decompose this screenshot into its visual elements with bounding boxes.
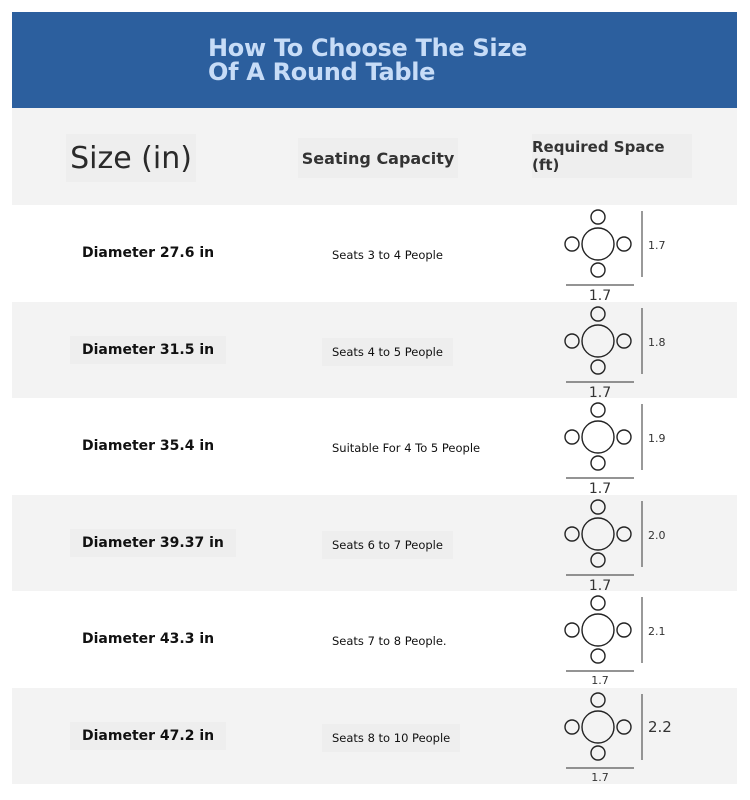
table-circle — [582, 711, 614, 743]
page-title — [208, 36, 608, 84]
size-cell: Diameter 31.5 in — [70, 336, 226, 364]
round-table-with-chairs-icon — [560, 688, 690, 784]
table-circle — [582, 614, 614, 646]
table-row — [12, 495, 737, 592]
width-label: 1.7 — [588, 288, 612, 301]
chair-top — [591, 210, 605, 224]
depth-label: 1.8 — [648, 335, 666, 349]
depth-label: 2.1 — [648, 625, 666, 638]
depth-label: 1.9 — [648, 432, 666, 445]
chair-bottom — [591, 263, 605, 277]
seating-cell: Seats 7 to 8 People. — [332, 634, 447, 648]
chair-left — [565, 430, 579, 444]
chair-bottom — [591, 649, 605, 663]
size-cell: Diameter 43.3 in — [82, 631, 215, 647]
table-row — [12, 688, 737, 785]
table-row — [12, 205, 737, 302]
chair-left — [565, 720, 579, 734]
chair-top — [591, 307, 605, 321]
chair-right — [617, 720, 631, 734]
infographic — [12, 12, 737, 784]
seating-cell: Suitable For 4 To 5 People — [332, 441, 481, 455]
chair-right — [617, 237, 631, 251]
table-row — [12, 398, 737, 495]
depth-label: 2.2 — [648, 717, 672, 736]
seating-cell: Seats 6 to 7 People — [322, 531, 453, 559]
round-table-with-chairs-icon — [560, 205, 690, 301]
chair-top — [591, 596, 605, 610]
column-header-seating: Seating Capacity — [298, 138, 458, 178]
column-header-space: Required Space (ft) — [532, 134, 692, 178]
table-row — [12, 302, 737, 399]
depth-label: 1.7 — [648, 239, 666, 252]
size-cell: Diameter 47.2 in — [70, 722, 226, 750]
table-circle — [582, 228, 614, 260]
table-header — [12, 108, 737, 205]
chair-left — [565, 527, 579, 541]
title-line-1: How To Choose The Size — [208, 34, 527, 62]
chair-left — [565, 237, 579, 251]
table-circle — [582, 421, 614, 453]
chair-bottom — [591, 456, 605, 470]
depth-label: 2.0 — [648, 528, 666, 542]
seating-cell: Seats 8 to 10 People — [322, 724, 460, 752]
size-cell: Diameter 35.4 in — [82, 438, 215, 454]
title-banner — [12, 12, 737, 108]
chair-right — [617, 334, 631, 348]
chair-right — [617, 430, 631, 444]
table-circle — [582, 518, 614, 550]
table-body — [12, 205, 737, 784]
round-table-with-chairs-icon — [560, 591, 690, 687]
round-table-with-chairs-icon — [560, 495, 690, 591]
chair-top — [591, 403, 605, 417]
chair-left — [565, 623, 579, 637]
title-line-2: Of A Round Table — [208, 58, 436, 86]
width-label: 1.7 — [588, 481, 612, 494]
size-cell: Diameter 39.37 in — [70, 529, 236, 557]
chair-bottom — [591, 360, 605, 374]
chair-right — [617, 527, 631, 541]
width-label: 1.7 — [588, 384, 612, 398]
chair-top — [591, 500, 605, 514]
chair-bottom — [591, 553, 605, 567]
size-cell: Diameter 27.6 in — [82, 245, 215, 261]
chair-left — [565, 334, 579, 348]
table-row — [12, 591, 737, 688]
width-label: 1.7 — [591, 674, 609, 687]
width-label: 1.7 — [588, 577, 612, 591]
table-circle — [582, 325, 614, 357]
round-table-with-chairs-icon — [560, 302, 690, 398]
round-table-with-chairs-icon — [560, 398, 690, 494]
chair-bottom — [591, 746, 605, 760]
width-label: 1.7 — [591, 770, 609, 784]
seating-cell: Seats 4 to 5 People — [322, 338, 453, 366]
seating-cell: Seats 3 to 4 People — [332, 248, 443, 262]
chair-right — [617, 623, 631, 637]
chair-top — [591, 693, 605, 707]
column-header-size: Size (in) — [66, 134, 196, 182]
